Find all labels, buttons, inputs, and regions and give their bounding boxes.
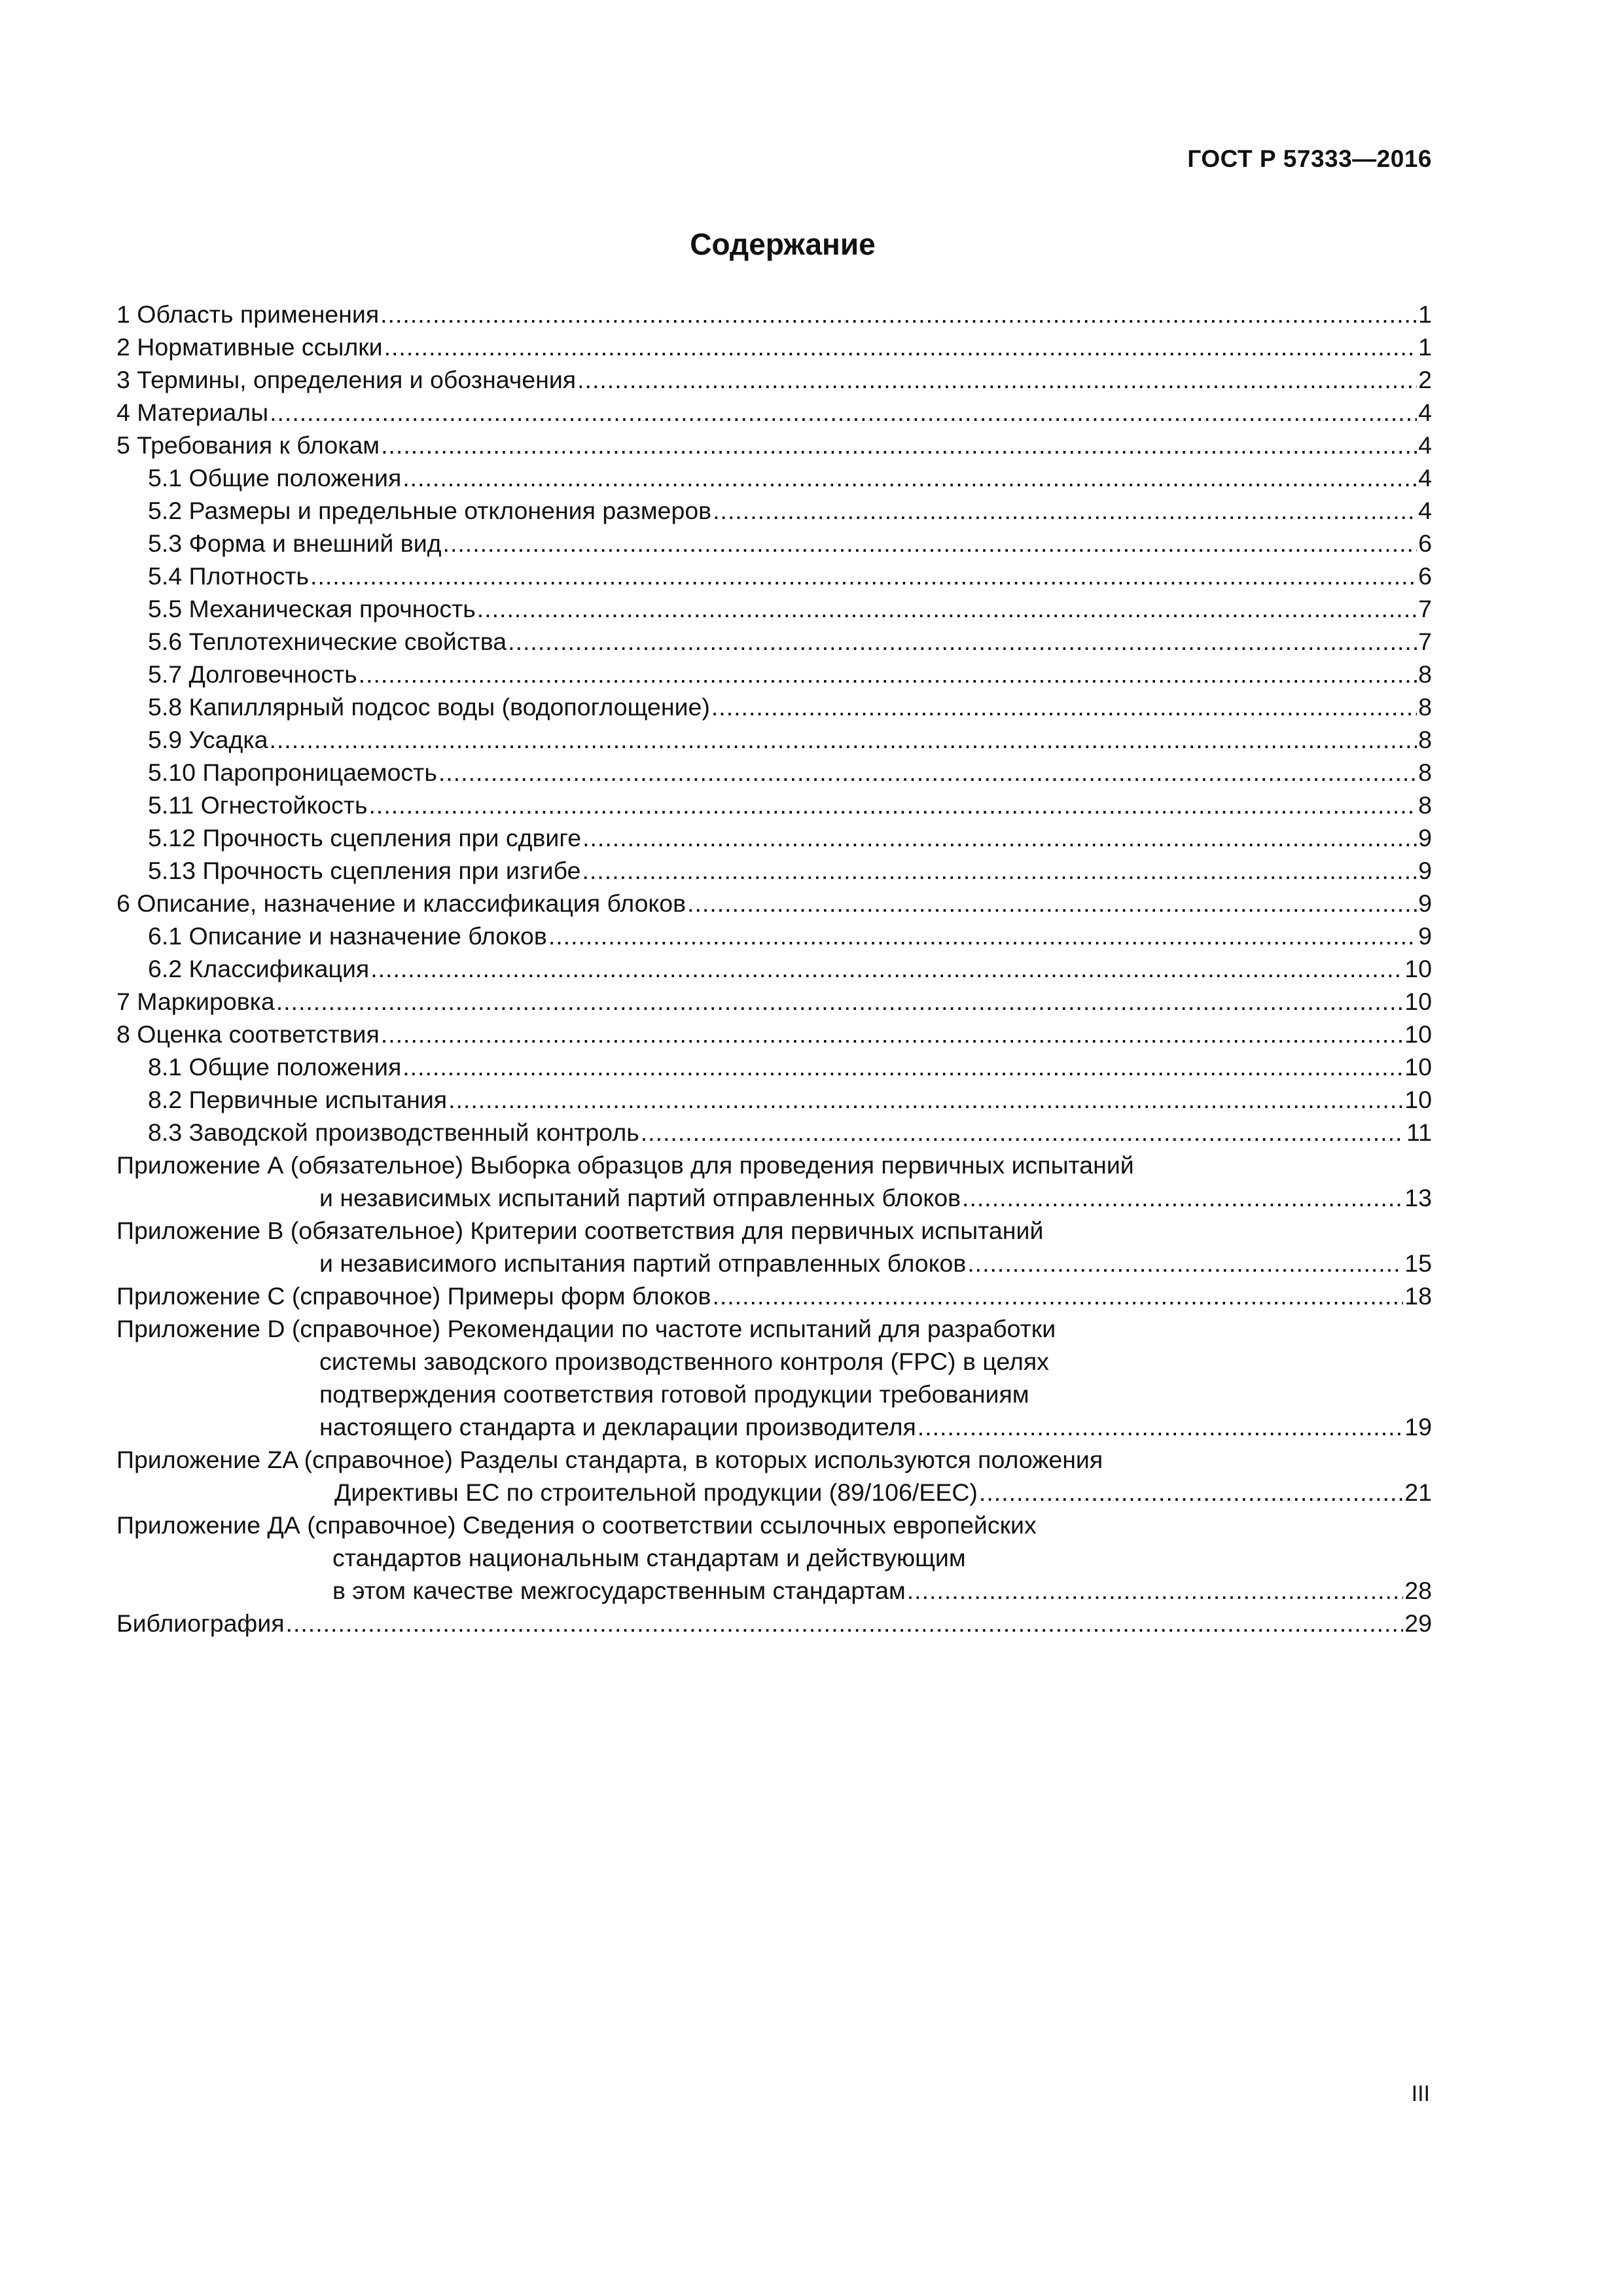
dot-leader [713, 494, 1417, 527]
dot-leader [582, 821, 1417, 854]
toc-entry-page: 8 [1418, 759, 1432, 786]
dot-leader [508, 625, 1417, 658]
toc-title: Содержание [690, 227, 876, 261]
toc-entry-page: 8 [1418, 791, 1432, 819]
toc-entry-text: 7 Маркировка [116, 988, 275, 1015]
toc-entry-text: Приложение ДА (справочное) Сведения о соответствии ссылочных европейских [116, 1511, 1037, 1539]
toc-subentry[interactable] [116, 854, 1432, 887]
dot-leader [384, 331, 1418, 363]
toc-entry-page: 13 [1404, 1184, 1432, 1211]
toc-entry-text: 5.7 Долговечность [148, 660, 357, 688]
toc-subentry[interactable] [116, 1116, 1432, 1149]
toc-entry-text: Приложение D (справочное) Рекомендации по частоте испытаний для разработки [116, 1315, 1056, 1342]
toc-entry-text: Приложение ZA (справочное) Разделы стандарта, в которых используются положения [116, 1446, 1103, 1473]
toc-entry-page: 8 [1418, 693, 1432, 721]
toc-entry-text: 5.9 Усадка [148, 726, 268, 753]
toc-entry-continuation: подтверждения соответствия готовой продукции требованиям [319, 1380, 1029, 1408]
toc-subentry[interactable] [116, 1083, 1432, 1116]
toc-subentry[interactable] [116, 1050, 1432, 1083]
dot-leader [477, 592, 1417, 625]
toc-entry-text: 4 Материалы [116, 399, 269, 426]
toc-entry-page: 10 [1404, 1053, 1432, 1081]
dot-leader [380, 298, 1417, 331]
toc-subentry[interactable] [116, 560, 1432, 592]
toc-entry-page: 1 [1418, 333, 1432, 361]
toc-entry-text: 5.10 Паропроницаемость [148, 759, 437, 786]
dot-leader [310, 560, 1417, 592]
toc-entry-continuation: Директивы ЕС по строительной продукции (89/106/EEC) [334, 1479, 978, 1506]
dot-leader [979, 1476, 1403, 1509]
toc-subentry[interactable] [116, 592, 1432, 625]
dot-leader [712, 1280, 1403, 1312]
toc-entry[interactable] [116, 1018, 1432, 1050]
toc-entry-continuation: настоящего стандарта и декларации производителя [319, 1413, 916, 1441]
toc-entry-page: 4 [1418, 399, 1432, 426]
toc-subentry[interactable] [116, 527, 1432, 560]
toc-entry-text: 8 Оценка соответствия [116, 1020, 380, 1048]
toc-entry-text: 5.6 Теплотехнические свойства [148, 628, 507, 655]
toc-entry-page: 21 [1404, 1479, 1432, 1506]
toc-subentry[interactable] [116, 821, 1432, 854]
dot-leader [370, 952, 1403, 985]
toc-entry-page: 2 [1418, 366, 1432, 393]
toc-entry-text: 5.1 Общие положения [148, 464, 402, 492]
toc-entry-page: 4 [1418, 464, 1432, 492]
toc-entry-text: 5.11 Огнестойкость [148, 791, 368, 819]
toc-entry-page: 9 [1418, 889, 1432, 917]
dot-leader [381, 1018, 1404, 1050]
toc-entry-continuation: стандартов национальным стандартам и действующим [332, 1544, 966, 1571]
toc-entry[interactable] [116, 396, 1432, 429]
dot-leader [369, 789, 1418, 821]
dot-leader [448, 1083, 1403, 1116]
toc-appendix-d[interactable] [116, 1312, 1432, 1443]
toc-entry-text: 5.3 Форма и внешний вид [148, 529, 442, 557]
toc-entry-continuation: системы заводского производственного контроля (FPC) в целях [319, 1348, 1049, 1375]
toc-subentry[interactable] [116, 756, 1432, 789]
toc-entry-page: 11 [1406, 1119, 1432, 1146]
dot-leader [276, 985, 1404, 1018]
toc-entry-page: 8 [1418, 726, 1432, 753]
toc-entry-page: 19 [1404, 1413, 1432, 1441]
toc-subentry[interactable] [116, 920, 1432, 952]
toc-entry-text: 3 Термины, определения и обозначения [116, 366, 577, 393]
toc-appendix-za[interactable] [116, 1443, 1432, 1509]
toc-entry-page: 6 [1418, 529, 1432, 557]
dot-leader [582, 854, 1418, 887]
toc-entry-page: 4 [1418, 431, 1432, 459]
toc-entry-page: 15 [1404, 1249, 1432, 1277]
toc-appendix-b[interactable] [116, 1214, 1432, 1280]
toc-entry-page: 1 [1418, 300, 1432, 328]
toc-subentry[interactable] [116, 461, 1432, 494]
toc-subentry[interactable] [116, 789, 1432, 821]
toc-entry-page: 9 [1418, 824, 1432, 852]
toc-entry-page: 10 [1404, 1086, 1432, 1113]
toc-entry-text: 8.2 Первичные испытания [148, 1086, 448, 1113]
dot-leader [577, 363, 1417, 396]
dot-leader [967, 1247, 1403, 1280]
dot-leader [359, 658, 1417, 691]
toc-entry-text: 6.1 Описание и назначение блоков [148, 922, 547, 950]
toc-subentry[interactable] [116, 952, 1432, 985]
toc-entry-text: 6 Описание, назначение и классификация блоков [116, 889, 687, 917]
toc-entry-continuation: и независимых испытаний партий отправленных блоков [319, 1184, 961, 1211]
toc-entry-text: 2 Нормативные ссылки [116, 333, 383, 361]
toc-appendix-da[interactable] [116, 1509, 1432, 1607]
toc-entry-page: 28 [1404, 1577, 1432, 1604]
toc-entry-text: 5 Требования к блокам [116, 431, 380, 459]
toc-entry-text: 6.2 Классификация [148, 955, 370, 982]
toc-entry-page: 18 [1404, 1282, 1432, 1310]
toc-subentry[interactable] [116, 625, 1432, 658]
toc-entry-page: 9 [1418, 922, 1432, 950]
toc-entry-text: Приложение С (справочное) Примеры форм блоков [116, 1282, 711, 1310]
toc-entry-text: Библиография [116, 1609, 285, 1637]
dot-leader [548, 920, 1417, 952]
dot-leader [962, 1181, 1403, 1214]
toc-subentry[interactable] [116, 658, 1432, 691]
dot-leader [286, 1607, 1404, 1640]
dot-leader [438, 756, 1417, 789]
toc-entry-text: 1 Область применения [116, 300, 380, 328]
toc-entry-text: 5.5 Механическая прочность [148, 595, 476, 622]
dot-leader [270, 396, 1417, 429]
toc-entry-text: 5.4 Плотность [148, 562, 310, 590]
toc-entry-bibliography[interactable] [116, 1607, 1432, 1640]
toc-entry-text: 5.8 Капиллярный подсос воды (водопоглощение) [148, 693, 710, 721]
toc-entry-continuation: в этом качестве межгосударственным стандартам [332, 1577, 906, 1604]
toc-entry-page: 7 [1418, 628, 1432, 655]
toc-entry-page: 10 [1404, 1020, 1432, 1048]
toc-entry[interactable] [116, 331, 1432, 363]
toc-appendix-a[interactable] [116, 1149, 1432, 1214]
toc-entry[interactable] [116, 429, 1432, 461]
toc-entry-page: 29 [1404, 1609, 1432, 1637]
toc-entry-page: 4 [1418, 497, 1432, 524]
dot-leader [269, 723, 1417, 756]
dot-leader [907, 1574, 1404, 1607]
toc-entry-page: 6 [1418, 562, 1432, 590]
toc-entry-page: 8 [1418, 660, 1432, 688]
toc-entry-text: 5.2 Размеры и предельные отклонения размеров [148, 497, 712, 524]
dot-leader [402, 461, 1417, 494]
toc-entry-text: 5.13 Прочность сцепления при изгибе [148, 857, 581, 884]
toc-subentry[interactable] [116, 691, 1432, 723]
dot-leader [641, 1116, 1405, 1149]
toc-subentry[interactable] [116, 494, 1432, 527]
toc-entry-page: 7 [1418, 595, 1432, 622]
dot-leader [402, 1050, 1403, 1083]
toc-appendix-c[interactable] [116, 1280, 1432, 1312]
toc-entry[interactable] [116, 985, 1432, 1018]
toc-entry-text: 8.3 Заводской производственный контроль [148, 1119, 639, 1146]
dot-leader [918, 1410, 1404, 1443]
toc-entry-page: 10 [1404, 955, 1432, 982]
toc-entry[interactable] [116, 363, 1432, 396]
toc-entry-text: 8.1 Общие положения [148, 1053, 402, 1081]
toc-entry-page: 10 [1404, 988, 1432, 1015]
dot-leader [687, 887, 1417, 920]
toc-entry[interactable] [116, 298, 1432, 331]
table-of-contents [116, 298, 1432, 1640]
toc-entry-text: 5.12 Прочность сцепления при сдвиге [148, 824, 582, 852]
toc-entry[interactable] [116, 887, 1432, 920]
document-id: ГОСТ Р 57333—2016 [1187, 145, 1432, 172]
toc-subentry[interactable] [116, 723, 1432, 756]
dot-leader [443, 527, 1418, 560]
page-number: III [1411, 2081, 1430, 2106]
dot-leader [711, 691, 1417, 723]
dot-leader [381, 429, 1417, 461]
toc-entry-text: Приложение В (обязательное) Критерии соответствия для первичных испытаний [116, 1217, 1044, 1244]
toc-entry-continuation: и независимого испытания партий отправленных блоков [319, 1249, 967, 1277]
toc-entry-page: 9 [1418, 857, 1432, 884]
toc-entry-text: Приложение А (обязательное) Выборка образцов для проведения первичных испытаний [116, 1151, 1134, 1179]
